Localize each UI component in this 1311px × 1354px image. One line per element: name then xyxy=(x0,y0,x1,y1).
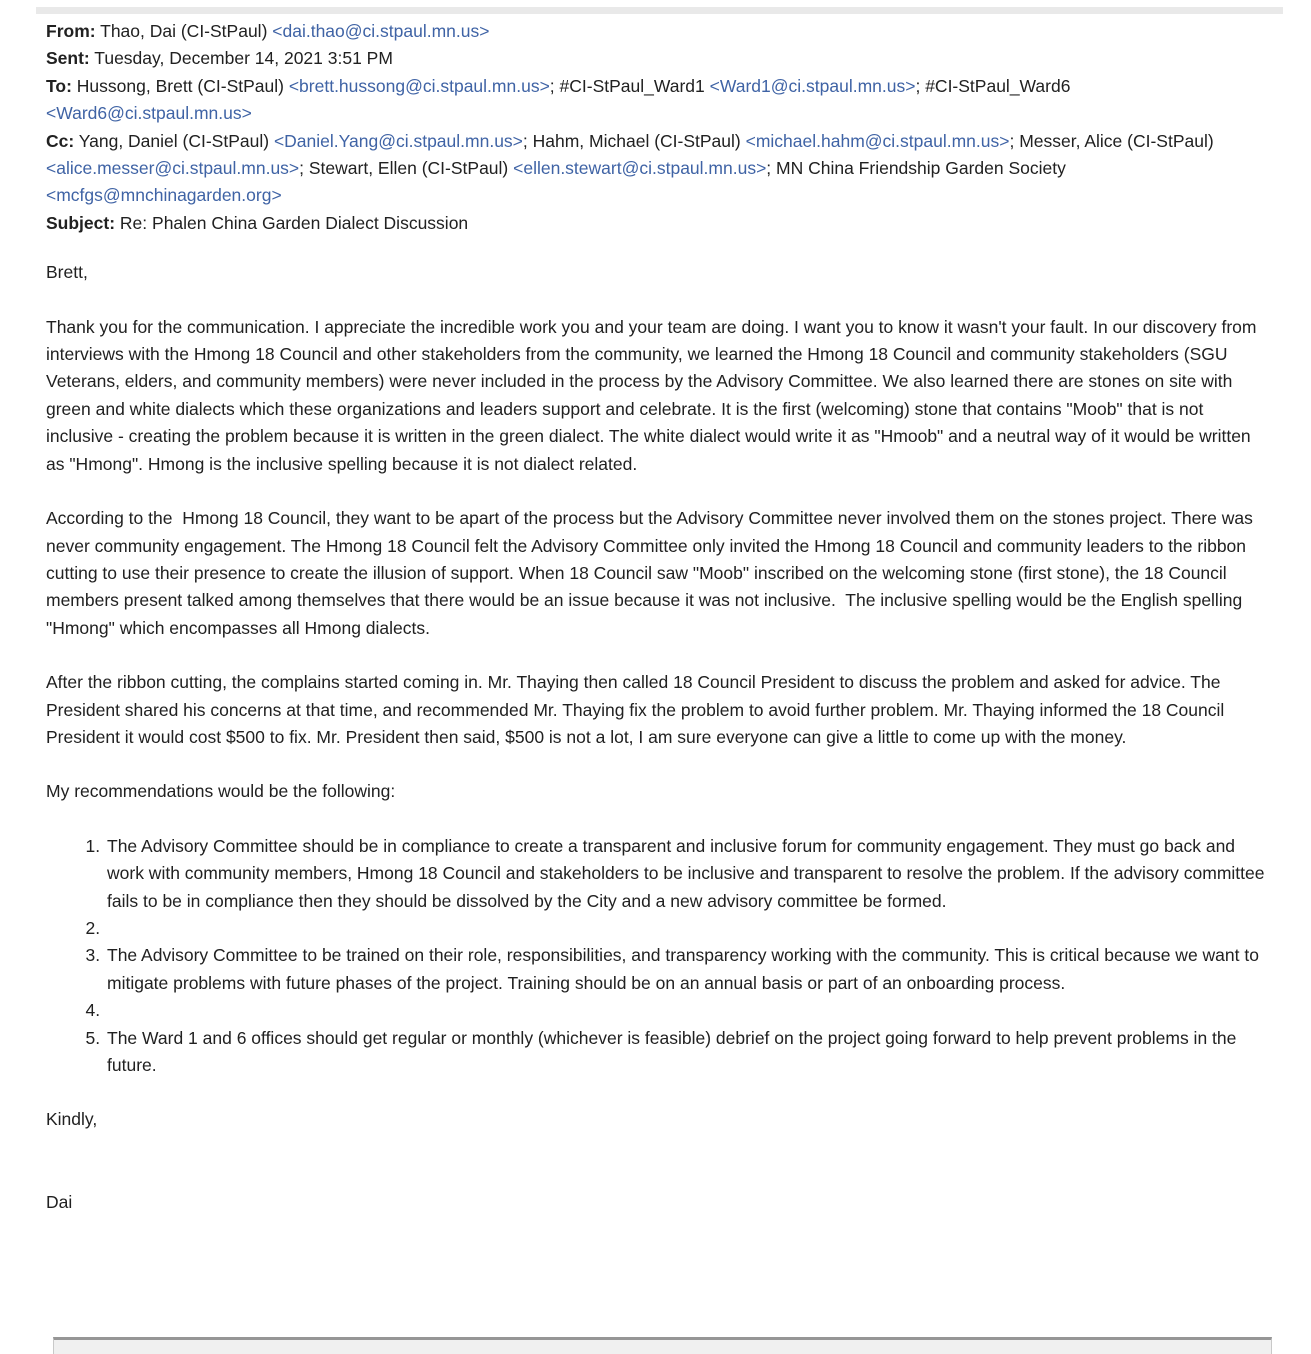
header-field-subject xyxy=(46,210,1270,237)
paragraph: According to the Hmong 18 Council, they want to be apart of the process but the Advisory Committee never involved them on the stones project. There was never community engagement. The Hmong 18 Council felt the Advisory Committee only invited the Hmong 18 Council and community leaders to the ribbon cutting to use their presence to create the illusion of support. When 18 Council saw "Moob" inscribed on the welcoming stone (first stone), the 18 Council members present talked among themselves that there would be an issue because it was not inclusive. The inclusive spelling would be the English spelling "Hmong" which encompasses all Hmong dialects. xyxy=(46,508,1258,638)
header-fields xyxy=(46,18,1270,237)
recipient-name-text: Hussong, Brett (CI-StPaul) xyxy=(76,75,289,96)
email-address-link[interactable]: <michael.hahm@ci.stpaul.mn.us> xyxy=(745,130,1010,151)
recommendation-item xyxy=(105,915,1270,942)
header-field-cc xyxy=(46,128,1270,210)
recommendation-item: 5. The Ward 1 and 6 offices should get regular or monthly (whichever is feasible) debrief on the project going forward to help prevent problems in the future. xyxy=(105,1025,1270,1080)
header-label-to: To: xyxy=(46,75,72,96)
email-address-link[interactable]: <Ward1@ci.stpaul.mn.us> xyxy=(709,75,916,96)
recipient-name-text: ; #CI-StPaul_Ward6 xyxy=(915,75,1076,96)
signature: Dai xyxy=(46,1191,73,1212)
email-address-link[interactable]: <Ward6@ci.stpaul.mn.us> xyxy=(46,103,252,124)
recommendations-list xyxy=(46,833,1270,1080)
recipient-name-text: Re: Phalen China Garden Dialect Discussion xyxy=(119,212,469,233)
header-label-cc: Cc: xyxy=(46,130,75,151)
email-address-link[interactable]: <ellen.stewart@ci.stpaul.mn.us> xyxy=(513,158,767,179)
recipient-name-text: Tuesday, December 14, 2021 3:51 PM xyxy=(94,48,393,69)
recommendation-item xyxy=(105,997,1270,1024)
header-label-from: From: xyxy=(46,21,96,41)
top-divider xyxy=(36,7,1283,14)
email-address-link[interactable]: <mcfgs@mnchinagarden.org> xyxy=(46,185,282,206)
recipient-name-text: ; Hahm, Michael (CI-StPaul) xyxy=(522,130,746,151)
email-content xyxy=(46,18,1270,1216)
email-address-link[interactable]: <dai.thao@ci.stpaul.mn.us> xyxy=(272,21,490,41)
header-field-from xyxy=(46,18,1270,45)
body-paragraphs xyxy=(46,314,1270,806)
greeting: Brett, xyxy=(46,262,88,283)
email-body xyxy=(46,259,1270,1216)
header-label-subject: Subject: xyxy=(46,212,116,233)
recommendation-item: 1. The Advisory Committee should be in compliance to create a transparent and inclusive forum for community engagement. They must go back and work with community members, Hmong 18 Council and stakeholders to be inclusive and transparent to resolve the problem. If the advisory committee fails to be in compliance then they should be dissolved by the City and a new advisory committee be formed. xyxy=(105,833,1270,915)
quoted-message-divider xyxy=(53,1337,1272,1354)
recipient-name-text: ; Messer, Alice (CI-StPaul) xyxy=(1009,130,1219,151)
recipient-name-text: ; MN China Friendship Garden Society xyxy=(766,158,1071,179)
recipient-name-text: Yang, Daniel (CI-StPaul) xyxy=(78,130,274,151)
header-field-sent xyxy=(46,45,1270,72)
email-address-link[interactable]: <Daniel.Yang@ci.stpaul.mn.us> xyxy=(273,130,523,151)
email-address-link[interactable]: <alice.messer@ci.stpaul.mn.us> xyxy=(46,158,300,179)
header-label-sent: Sent: xyxy=(46,48,90,69)
recipient-name-text: ; #CI-StPaul_Ward1 xyxy=(549,75,710,96)
recommendation-item: 3. The Advisory Committee to be trained on their role, responsibilities, and transparency working with the community. This is critical because we want to mitigate problems with future phases of the project. Training should be on an annual basis or part of an onboarding process. xyxy=(105,942,1270,997)
header-field-to xyxy=(46,73,1270,128)
recipient-name-text: Thao, Dai (CI-StPaul) xyxy=(100,21,273,41)
email-address-link[interactable]: <brett.hussong@ci.stpaul.mn.us> xyxy=(288,75,550,96)
paragraph: Thank you for the communication. I appreciate the incredible work you and your team are doing. I want you to know it wasn't your fault. In our discovery from interviews with the Hmong 18 Council and other stakeholders from the community, we learned the Hmong 18 Council and community stakeholders (SGU Veterans, elders, and community members) were never included in the process by the Advisory Committee. We also learned there are stones on site with green and white dialects which these organizations and leaders support and celebrate. It is the first (welcoming) stone that contains "Moob" that is not inclusive - creating the problem because it is written in the green dialect. The white dialect would write it as "Hmoob" and a neutral way of it would be written as "Hmong". Hmong is the inclusive spelling because it is not dialect related. xyxy=(46,316,1262,474)
paragraph: My recommendations would be the following: xyxy=(46,781,396,802)
closing: Kindly, xyxy=(46,1109,98,1130)
paragraph: After the ribbon cutting, the complains started coming in. Mr. Thaying then called 18 Council President to discuss the problem and asked for advice. The President shared his concerns at that time, and recommended Mr. Thaying fix the problem to avoid further problem. Mr. Thaying informed the 18 Council President it would cost $500 to fix. Mr. President then said, $500 is not a lot, I am sure everyone can give a little to come up with the money. xyxy=(46,672,1230,747)
recipient-name-text: ; Stewart, Ellen (CI-StPaul) xyxy=(299,158,514,179)
